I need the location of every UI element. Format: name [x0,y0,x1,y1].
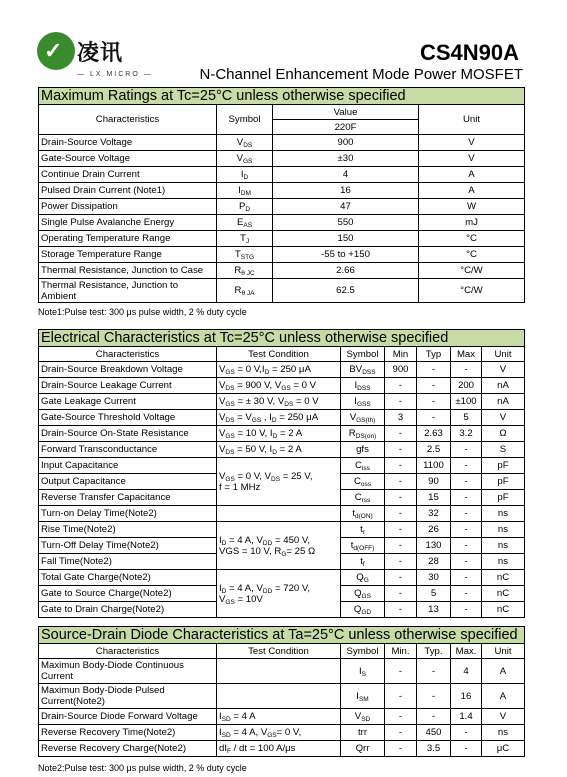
symbol-cell: $V_{GS}$ [217,151,273,167]
part-number: CS4N90A [419,40,519,65]
characteristic-cell: Drain-Source On-State Resistance [39,426,217,442]
symbol-cell: $R_{\theta JA}$ [217,279,273,303]
test-condition-cell: $V_{GS} = 0$ $V,I_D = 250$ μA [217,362,341,378]
typ-cell: 5 [417,586,451,602]
unit-cell: pF [482,458,525,474]
column-header: Test Condition [217,347,341,362]
table-row [39,426,525,442]
characteristic-cell: Drain-Source Voltage [39,135,217,151]
max-cell: - [451,490,482,506]
unit-cell: A [482,684,525,709]
max-cell: 3.2 [451,426,482,442]
typ-cell: - [417,410,451,426]
min-cell: - [385,458,417,474]
min-cell: 900 [385,362,417,378]
value-cell: 16 [273,183,419,199]
table-row [39,684,525,709]
characteristic-cell: Thermal Resistance, Junction to Case [39,263,217,279]
value-cell: 47 [273,199,419,215]
col-value-package: 220F [273,120,419,135]
max-ratings-section [38,87,525,303]
max-cell: - [451,506,482,522]
table-row [39,442,525,458]
min-cell: - [385,570,417,586]
symbol-cell: $t_{d(OFF)}$ [341,538,385,554]
typ-cell: 130 [417,538,451,554]
test-condition-cell: $I_D = 4$ A, $V_{DD} = 450$ V, VGS = 10 V, $R_G= 25$ Ω [217,522,341,570]
table-row [39,135,525,151]
characteristic-cell: Rise Time(Note2) [39,522,217,538]
column-header: Test Condition [217,644,341,659]
table-row [39,725,525,741]
typ-cell: - [417,362,451,378]
value-cell: 62.5 [273,279,419,303]
characteristic-cell: Storage Temperature Range [39,247,217,263]
characteristic-cell: Power Dissipation [39,199,217,215]
unit-cell: W [419,199,525,215]
column-header: Min. [385,644,417,659]
symbol-cell: $V_{SD}$ [341,709,385,725]
col-unit: Unit [419,105,525,135]
unit-cell: pF [482,474,525,490]
max-cell: - [451,442,482,458]
table-row [39,167,525,183]
characteristic-cell: Forward Transconductance [39,442,217,458]
symbol-cell: $t_f$ [341,554,385,570]
characteristic-cell: Pulsed Drain Current (Note1) [39,183,217,199]
typ-cell: - [417,378,451,394]
unit-cell: °C/W [419,279,525,303]
min-cell: - [385,586,417,602]
symbol-cell: $R_{DS(on)}$ [341,426,385,442]
table-row [39,506,525,522]
test-condition-cell: $I_{SD} = 4$ A, $V_{GS}= 0$ V, [217,725,341,741]
unit-cell: nA [482,378,525,394]
unit-cell: V [482,709,525,725]
characteristic-cell: Maximun Body-Diode Pulsed Current(Note2) [39,684,217,709]
unit-cell: ns [482,506,525,522]
column-header: Characteristics [39,347,217,362]
unit-cell: A [419,167,525,183]
test-condition-cell: $V_{DS} = V_{GS}$ , $I_D = 250$ μA [217,410,341,426]
symbol-cell: $I_D$ [217,167,273,183]
max-ratings-title: Maximum Ratings at Tc=25°C unless otherwise specified [38,87,525,104]
table-row [39,279,525,303]
test-condition-cell [217,659,341,684]
column-header: Symbol [341,347,385,362]
max-cell: - [451,586,482,602]
min-cell: - [385,426,417,442]
unit-cell: nA [482,394,525,410]
value-cell: ±30 [273,151,419,167]
electrical-title: Electrical Characteristics at Tc=25°C unless otherwise specified [38,329,525,346]
min-cell: 3 [385,410,417,426]
min-cell: - [385,725,417,741]
symbol-cell: $I_{DSS}$ [341,378,385,394]
symbol-cell: $T_J$ [217,231,273,247]
unit-cell: mJ [419,215,525,231]
symbol-cell: $t_r$ [341,522,385,538]
value-cell: 900 [273,135,419,151]
logo-english-text: — LX MICRO — [77,71,153,78]
unit-cell: Ω [482,426,525,442]
diode-section [38,626,525,757]
characteristic-cell: Gate-Source Voltage [39,151,217,167]
unit-cell: V [482,362,525,378]
table-row [39,215,525,231]
characteristic-cell: Turn-on Delay Time(Note2) [39,506,217,522]
unit-cell: nC [482,602,525,618]
column-header: Max [451,347,482,362]
col-characteristics: Characteristics [39,105,217,135]
table-row [39,522,525,538]
table-row [39,659,525,684]
max-cell: - [451,741,482,757]
col-symbol: Symbol [217,105,273,135]
min-cell: - [385,659,417,684]
max-cell: 200 [451,378,482,394]
table-row [39,263,525,279]
typ-cell: 13 [417,602,451,618]
unit-cell: nC [482,586,525,602]
max-cell: - [451,458,482,474]
unit-cell: °C [419,247,525,263]
test-condition-cell: $I_{SD} = 4$ A [217,709,341,725]
table-row [39,231,525,247]
characteristic-cell: Drain-Source Leakage Current [39,378,217,394]
characteristic-cell: Reverse Recovery Charge(Note2) [39,741,217,757]
table-row [39,394,525,410]
logo-mark-icon: ✓ [37,32,75,70]
symbol-cell: $R_{\theta JC}$ [217,263,273,279]
symbol-cell: $I_{GSS}$ [341,394,385,410]
table-row [39,183,525,199]
column-header: Unit [482,644,525,659]
table-row [39,151,525,167]
value-cell: 2.66 [273,263,419,279]
column-header: Symbol [341,644,385,659]
min-cell: - [385,684,417,709]
symbol-cell: trr [341,725,385,741]
test-condition-cell: $V_{DS} = 900$ V, $V_{GS} = 0$ V [217,378,341,394]
min-cell: - [385,554,417,570]
max-cell: - [451,602,482,618]
unit-cell: °C/W [419,263,525,279]
min-cell: - [385,474,417,490]
value-cell: -55 to +150 [273,247,419,263]
min-cell: - [385,602,417,618]
typ-cell: 28 [417,554,451,570]
typ-cell: 90 [417,474,451,490]
characteristic-cell: Operating Temperature Range [39,231,217,247]
test-condition-cell: $V_{DS} = 50$ V, $I_D = 2$ A [217,442,341,458]
symbol-cell: $t_{d(ON)}$ [341,506,385,522]
test-condition-cell [217,684,341,709]
test-condition-cell: $V_{GS}$ = ± 30 V, $V_{DS} = 0$ V [217,394,341,410]
min-cell: - [385,394,417,410]
characteristic-cell: Gate-Source Threshold Voltage [39,410,217,426]
characteristic-cell: Reverse Transfer Capacitance [39,490,217,506]
symbol-cell: gfs [341,442,385,458]
characteristic-cell: Turn-Off Delay Time(Note2) [39,538,217,554]
table-row [39,410,525,426]
characteristic-cell: Input Capacitance [39,458,217,474]
symbol-cell: $I_{SM}$ [341,684,385,709]
characteristic-cell: Drain-Source Diode Forward Voltage [39,709,217,725]
test-condition-cell: $I_D = 4$ A, $V_{DD} = 720$ V, $V_{GS} = 10V$ [217,570,341,618]
min-cell: - [385,378,417,394]
value-cell: 150 [273,231,419,247]
typ-cell: 26 [417,522,451,538]
test-condition-cell [217,506,341,522]
max-cell: - [451,522,482,538]
column-header: Min [385,347,417,362]
unit-cell: ns [482,554,525,570]
characteristic-cell: Single Pulse Avalanche Energy [39,215,217,231]
unit-cell: ns [482,522,525,538]
characteristic-cell: Gate to Drain Charge(Note2) [39,602,217,618]
table-row [39,247,525,263]
typ-cell: - [417,709,451,725]
symbol-cell: $P_D$ [217,199,273,215]
symbol-cell: $E_{AS}$ [217,215,273,231]
typ-cell: - [417,659,451,684]
symbol-cell: $V_{DS}$ [217,135,273,151]
min-cell: - [385,741,417,757]
unit-cell: S [482,442,525,458]
max-cell: 4 [451,659,482,684]
table-row [39,199,525,215]
symbol-cell: $BV_{DSS}$ [341,362,385,378]
typ-cell: 2.5 [417,442,451,458]
max-cell: - [451,570,482,586]
unit-cell: A [419,183,525,199]
unit-cell: ns [482,725,525,741]
unit-cell: pF [482,490,525,506]
test-condition-cell: $dI_F$ / dt = 100 A/μs [217,741,341,757]
characteristic-cell: Thermal Resistance, Junction to Ambient [39,279,217,303]
column-header: Unit [482,347,525,362]
symbol-cell: $Q_{GS}$ [341,586,385,602]
unit-cell: V [419,135,525,151]
max-cell: - [451,554,482,570]
min-cell: - [385,709,417,725]
max-cell: ±100 [451,394,482,410]
characteristic-cell: Gate to Source Charge(Note2) [39,586,217,602]
max-cell: - [451,725,482,741]
value-cell: 4 [273,167,419,183]
unit-cell: nC [482,570,525,586]
typ-cell: 2.63 [417,426,451,442]
table-row [39,378,525,394]
max-cell: - [451,474,482,490]
typ-cell: 32 [417,506,451,522]
device-subtitle: N-Channel Enhancement Mode Power MOSFET [199,66,523,83]
max-cell: 16 [451,684,482,709]
typ-cell: 15 [417,490,451,506]
symbol-cell: $T_{STG}$ [217,247,273,263]
characteristic-cell: Gate Leakage Current [39,394,217,410]
typ-cell: 1100 [417,458,451,474]
min-cell: - [385,538,417,554]
typ-cell: - [417,394,451,410]
diode-title: Source-Drain Diode Characteristics at Ta=25°C unless otherwise specified [38,626,525,643]
min-cell: - [385,522,417,538]
min-cell: - [385,506,417,522]
characteristic-cell: Drain-Source Breakdown Voltage [39,362,217,378]
company-logo [37,30,153,85]
unit-cell: V [419,151,525,167]
table-row [39,741,525,757]
characteristic-cell: Reverse Recovery Time(Note2) [39,725,217,741]
symbol-cell: $I_{DM}$ [217,183,273,199]
min-cell: - [385,442,417,458]
col-value: Value [273,105,419,120]
symbol-cell: $V_{GS(th)}$ [341,410,385,426]
symbol-cell: Qrr [341,741,385,757]
electrical-table [38,346,525,618]
characteristic-cell: Continue Drain Current [39,167,217,183]
column-header: Typ. [417,644,451,659]
unit-cell: °C [419,231,525,247]
table-row [39,570,525,586]
max-cell: 5 [451,410,482,426]
table-row [39,362,525,378]
characteristic-cell: Fall Time(Note2) [39,554,217,570]
max-cell: 1.4 [451,709,482,725]
symbol-cell: $I_S$ [341,659,385,684]
characteristic-cell: Output Capacitance [39,474,217,490]
symbol-cell: $Q_{GD}$ [341,602,385,618]
symbol-cell: $C_{iss}$ [341,458,385,474]
unit-cell: V [482,410,525,426]
typ-cell: 3.5 [417,741,451,757]
symbol-cell: $Q_G$ [341,570,385,586]
note-2: Note2:Pulse test: 300 μs pulse width, 2 % duty cycle [38,763,247,773]
max-cell: - [451,362,482,378]
column-header: Characteristics [39,644,217,659]
max-cell: - [451,538,482,554]
unit-cell: μC [482,741,525,757]
symbol-cell: $C_{rss}$ [341,490,385,506]
column-header: Typ [417,347,451,362]
diode-table [38,643,525,757]
logo-chinese-text: 凌讯 [77,40,124,66]
typ-cell: 450 [417,725,451,741]
min-cell: - [385,490,417,506]
unit-cell: A [482,659,525,684]
value-cell: 550 [273,215,419,231]
characteristic-cell: Maximun Body-Diode Continuous Current [39,659,217,684]
symbol-cell: $C_{oss}$ [341,474,385,490]
characteristic-cell: Total Gate Charge(Note2) [39,570,217,586]
test-condition-cell: $V_{GS} = 10$ V, $I_D = 2$ A [217,426,341,442]
note-1: Note1:Pulse test: 300 μs pulse width, 2 % duty cycle [38,307,247,317]
max-ratings-table [38,104,525,303]
table-row [39,709,525,725]
electrical-section [38,329,525,618]
unit-cell: ns [482,538,525,554]
typ-cell: - [417,684,451,709]
typ-cell: 30 [417,570,451,586]
test-condition-cell: $V_{GS} = 0$ V, $V_{DS} = 25$ V, f = 1 MHz [217,458,341,506]
table-row [39,458,525,474]
column-header: Max. [451,644,482,659]
